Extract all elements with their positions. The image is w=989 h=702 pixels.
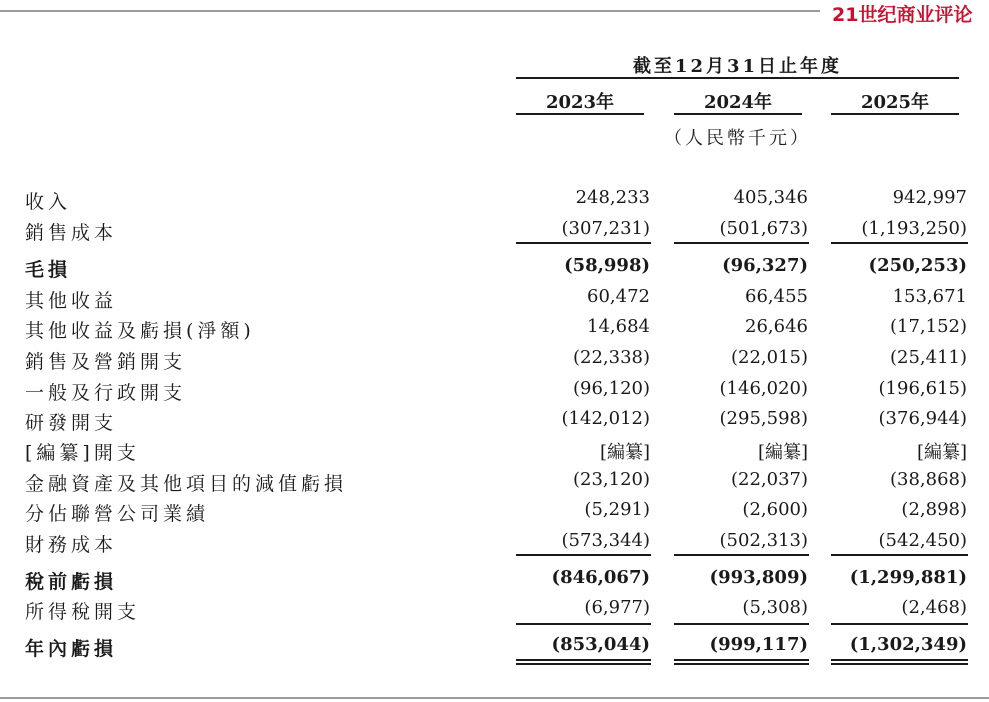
period-underline	[516, 77, 959, 79]
row-value: 66,455	[745, 286, 808, 307]
row-value: 942,997	[892, 187, 967, 208]
row-label: 研發開支	[25, 412, 118, 434]
row-value: (853,044)	[551, 634, 650, 655]
row-label: 所得稅開支	[25, 601, 141, 623]
column-header-2023: 2023年	[545, 92, 615, 113]
total-double-rule	[516, 659, 651, 661]
brand-logo: 21世纪商业评论	[832, 4, 973, 26]
row-value: (22,338)	[572, 347, 650, 368]
column-header-underline	[831, 113, 959, 115]
row-value: (23,120)	[572, 469, 650, 490]
row-label: 其他收益	[25, 290, 118, 312]
row-value: [編纂]	[599, 442, 650, 463]
row-value: (999,117)	[709, 634, 808, 655]
row-label: [編纂]開支	[25, 442, 140, 464]
row-label: 毛損	[25, 259, 72, 281]
row-value: (6,977)	[584, 597, 650, 618]
total-double-rule	[831, 663, 968, 665]
row-value: (25,411)	[889, 347, 967, 368]
top-divider	[0, 10, 820, 12]
row-value: (502,313)	[719, 530, 808, 551]
total-double-rule	[831, 659, 968, 661]
currency-unit: （人民幣千元）	[664, 128, 811, 149]
row-value: (96,120)	[572, 378, 650, 399]
total-double-rule	[516, 663, 651, 665]
subtotal-rule	[674, 554, 809, 556]
row-label: 年內虧損	[25, 638, 118, 660]
row-value: (58,998)	[564, 255, 650, 276]
row-value: 26,646	[745, 316, 808, 337]
row-label: 銷售成本	[25, 222, 118, 244]
row-value: (96,327)	[722, 255, 808, 276]
row-value: (5,308)	[742, 597, 808, 618]
subtotal-rule	[831, 242, 968, 244]
subtotal-rule	[674, 623, 809, 625]
period-heading: 截至12月31日止年度	[632, 56, 843, 77]
row-value: (38,868)	[889, 469, 967, 490]
row-label: 收入	[25, 191, 72, 213]
row-value: (2,898)	[901, 499, 967, 520]
row-label: 財務成本	[25, 534, 118, 556]
row-value: (376,944)	[878, 408, 967, 429]
subtotal-rule	[516, 623, 651, 625]
row-label: 銷售及營銷開支	[25, 351, 187, 373]
row-label: 其他收益及虧損(淨額)	[25, 320, 255, 342]
subtotal-rule	[674, 242, 809, 244]
row-value: (295,598)	[719, 408, 808, 429]
row-label: 稅前虧損	[25, 571, 118, 593]
row-value: (142,012)	[561, 408, 650, 429]
bottom-divider	[0, 697, 989, 699]
row-label: 一般及行政開支	[25, 382, 187, 404]
subtotal-rule	[516, 554, 651, 556]
row-value: (846,067)	[551, 567, 650, 588]
total-double-rule	[674, 659, 809, 661]
subtotal-rule	[831, 623, 968, 625]
row-value: (1,302,349)	[849, 634, 967, 655]
row-value: (17,152)	[889, 316, 967, 337]
row-value: (1,299,881)	[849, 567, 967, 588]
row-value: [編纂]	[757, 442, 808, 463]
row-value: [編纂]	[916, 442, 967, 463]
column-header-underline	[674, 113, 802, 115]
row-value: 248,233	[575, 187, 650, 208]
row-value: (2,468)	[901, 597, 967, 618]
row-value: (501,673)	[719, 218, 808, 239]
column-header-2025: 2025年	[860, 92, 930, 113]
row-value: (250,253)	[868, 255, 967, 276]
row-value: (573,344)	[561, 530, 650, 551]
row-label: 分佔聯營公司業績	[25, 503, 210, 525]
row-value: (542,450)	[878, 530, 967, 551]
row-value: 153,671	[892, 286, 967, 307]
column-header-2024: 2024年	[703, 92, 773, 113]
row-value: (22,015)	[730, 347, 808, 368]
subtotal-rule	[516, 242, 651, 244]
row-value: (307,231)	[561, 218, 650, 239]
total-double-rule	[674, 663, 809, 665]
row-value: (22,037)	[730, 469, 808, 490]
row-value: (2,600)	[742, 499, 808, 520]
row-value: (196,615)	[878, 378, 967, 399]
subtotal-rule	[831, 554, 968, 556]
row-value: (146,020)	[719, 378, 808, 399]
row-value: (993,809)	[709, 567, 808, 588]
row-value: 14,684	[587, 316, 650, 337]
row-value: (1,193,250)	[861, 218, 967, 239]
row-label: 金融資產及其他項目的減值虧損	[25, 473, 348, 495]
row-value: 60,472	[587, 286, 650, 307]
row-value: (5,291)	[584, 499, 650, 520]
row-value: 405,346	[733, 187, 808, 208]
column-header-underline	[516, 113, 644, 115]
